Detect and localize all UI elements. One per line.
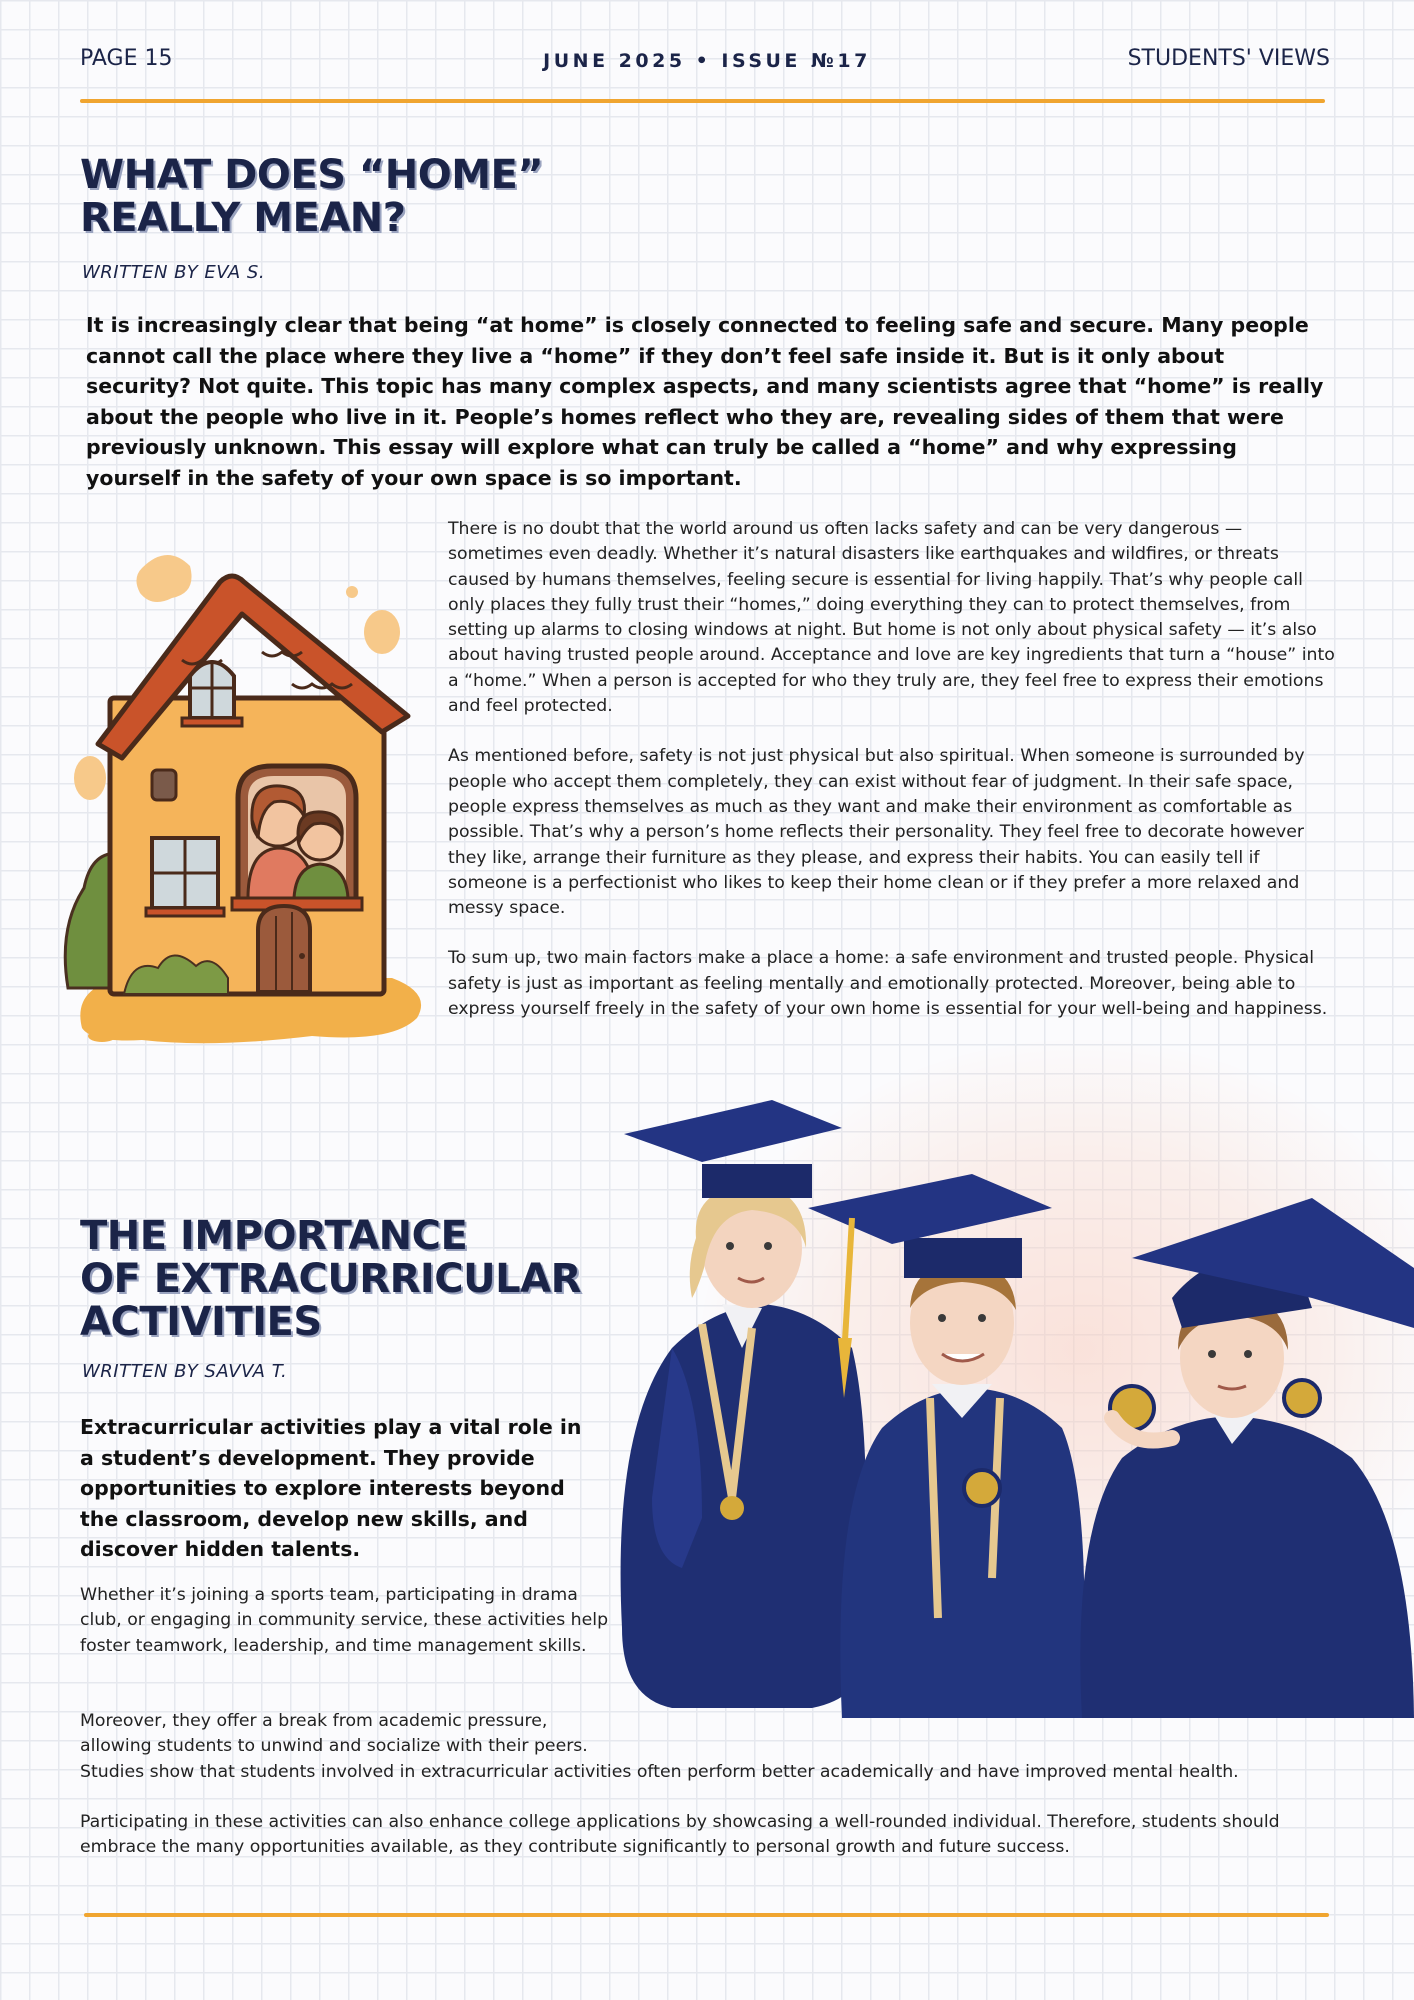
article2-lead: Extracurricular activities play a vital role in a student’s development. They provide opportunities to explore interests beyond the classroom, develop new skills, and discover hidden talents.	[80, 1415, 582, 1561]
house-illustration	[62, 548, 438, 1048]
article1-paragraph: As mentioned before, safety is not just physical but also spiritual. When someone is surrounded by people who accept them completely, they can exist without fear of judgment. In their safe space, people express themselves as much as they want and make their environment as comfortable as possible. That’s why a person’s home reflects their personality. They feel free to decorate however they like, arrange their furniture as they please, and express their habits. You can easily tell if someone is a perfectionist who likes to keep their home clean or if they prefer a more relaxed and messy space.	[448, 746, 1305, 919]
article2-line: allowing students to unwind and socialize with their peers.	[80, 1736, 588, 1757]
issue-label: JUNE 2025 • ISSUE №17	[543, 50, 871, 72]
page-number: PAGE 15	[80, 46, 173, 71]
article2-body-wide	[80, 1709, 1340, 1885]
article2-paragraph: Participating in these activities can also enhance college applications by showcasing a well-rounded individual. Therefore, students should embrace the many opportunities available, as they contribute significantly to personal growth and future success.	[80, 1811, 1280, 1858]
article1-title: WHAT DOES “HOME” REALLY MEAN?	[80, 152, 544, 241]
article1-body	[448, 517, 1338, 1047]
article2-body-narrow	[80, 1583, 610, 1684]
article2-paragraph-mixed	[80, 1709, 1340, 1785]
article1-paragraph: There is no doubt that the world around us often lacks safety and can be very dangerous — sometimes even deadly. Whether it’s natural disasters like earthquakes and wildfires, or threats caused by humans themselves, feeling secure is essential for living happily. That’s why people call only places they fully trust their “homes,” doing everything they can to protect themselves, from setting up alarms to closing windows at night. But home is not only about physical safety — it’s also about having trusted people around. Acceptance and love are key ingredients that turn a “house” into a “home.” When a person is accepted for who they truly are, they feel free to express their emotions and feel protected.	[448, 519, 1335, 717]
article1-lead: It is increasingly clear that being “at home” is closely connected to feeling safe and secure. Many people cannot call the place where they live a “home” if they don’t feel safe inside it. But is it only about security? Not quite. This topic has many complex aspects, and many scientists agree that “home” is really about the people who live in it. People’s homes reflect who they are, revealing sides of them that were previously unknown. This essay will explore what can truly be called a “home” and why expressing yourself in the safety of your own space is so important.	[86, 313, 1324, 490]
article2-line: Moreover, they offer a break from academic pressure,	[80, 1711, 548, 1731]
article2-line: Studies show that students involved in extracurricular activities often perform better academically and have improved mental health.	[80, 1761, 1239, 1782]
graduates-photo	[612, 1098, 1414, 1730]
section-label: STUDENTS' VIEWS	[1127, 46, 1330, 71]
top-divider	[80, 99, 1325, 103]
article2-title: THE IMPORTANCE OF EXTRACURRICULAR ACTIVITIES	[80, 1213, 581, 1345]
article1-paragraph: To sum up, two main factors make a place a home: a safe environment and trusted people. Physical safety is just as important as feeling mentally and emotionally protected. Moreover, being able to express yourself freely in the safety of your own home is essential for your well-being and happiness.	[448, 948, 1328, 1020]
bottom-divider	[84, 1913, 1329, 1917]
article2-byline: WRITTEN BY SAVVA T.	[82, 1361, 288, 1382]
article1-byline: WRITTEN BY EVA S.	[82, 262, 266, 283]
article2-paragraph: Whether it’s joining a sports team, participating in drama club, or engaging in community service, these activities help foster teamwork, leadership, and time management skills.	[80, 1585, 609, 1656]
